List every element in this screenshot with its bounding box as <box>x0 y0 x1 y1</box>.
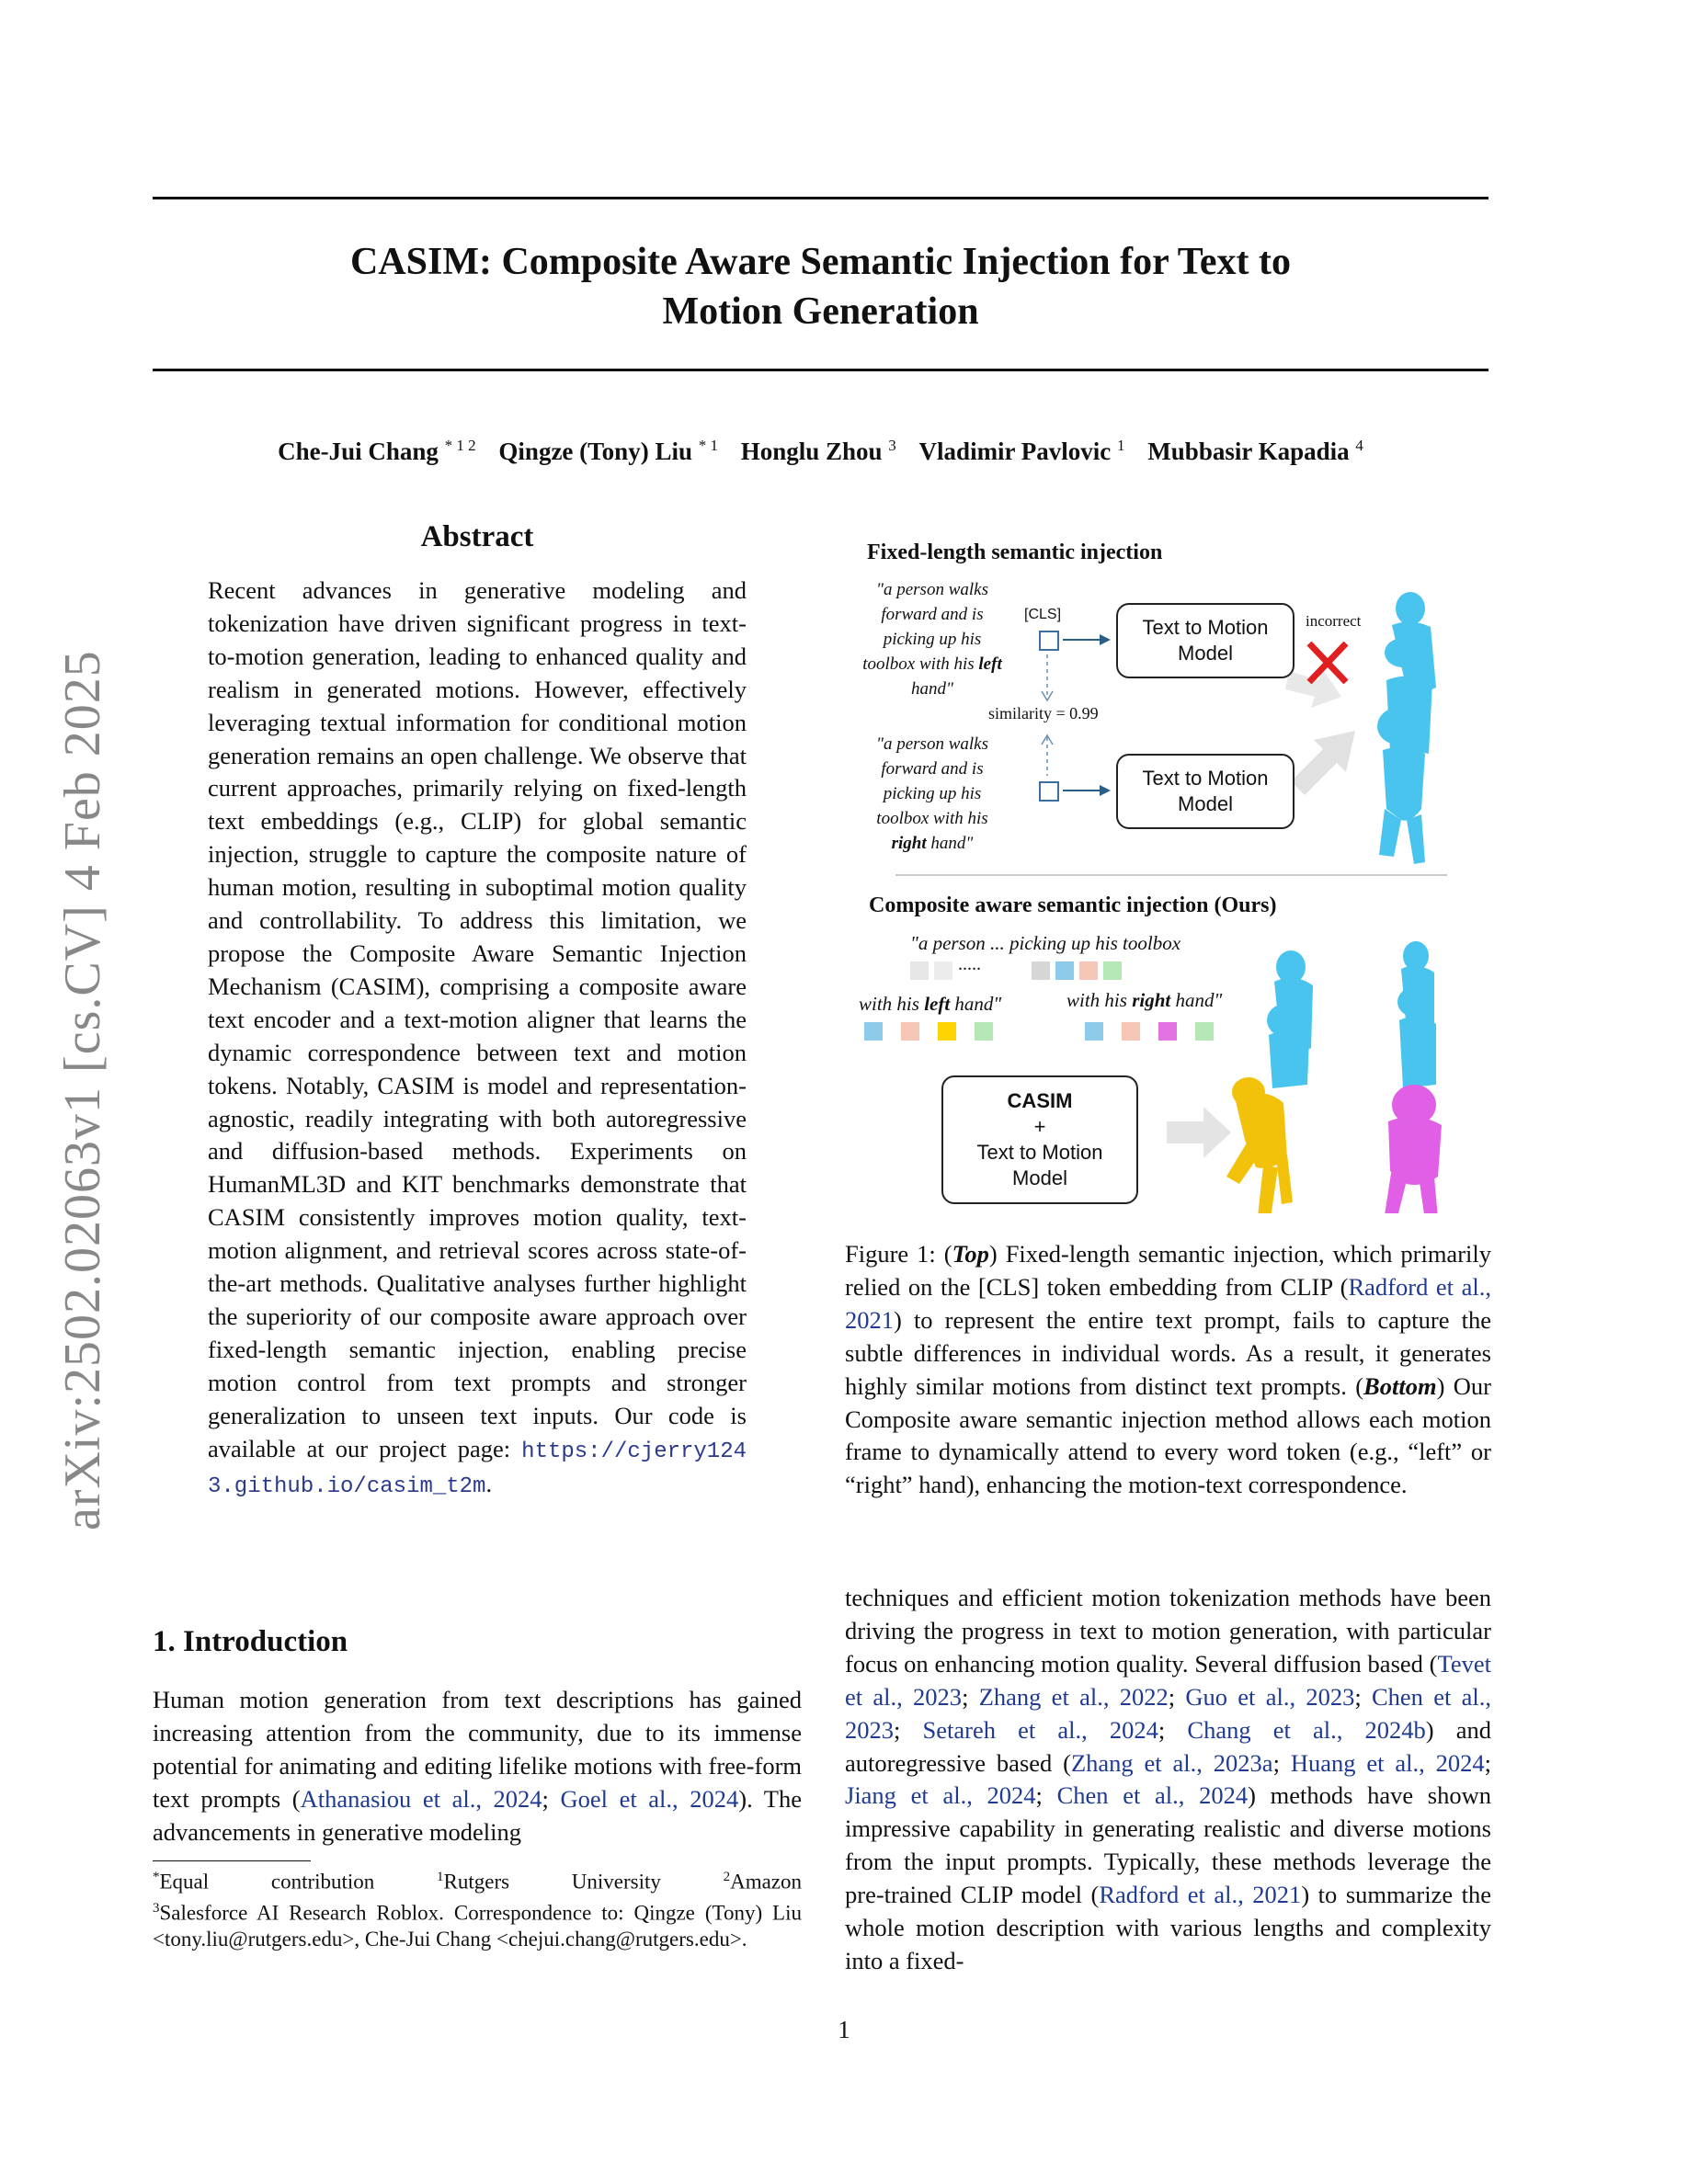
intro-heading: 1. Introduction <box>153 1625 348 1658</box>
motion-figure-magenta <box>1385 1085 1442 1213</box>
citation-link[interactable]: Chen et al., 2023 <box>845 1682 1491 1744</box>
paper-title <box>153 237 1488 336</box>
token-square <box>1195 1022 1214 1041</box>
token-ellipsis: ..... <box>958 954 981 974</box>
citation-link[interactable]: Jiang et al., 2024 <box>845 1781 1036 1810</box>
intro-body: Human motion generation from text descriptions has gained increasing attention from the community, due to its immense potential for animating and editing lifelike motions with free-form text prompts (Athanasiou et al., 2024; Goel et al., 2024). The advancements in generative modeling <box>153 1686 802 1846</box>
right-column-body: techniques and efficient motion tokenization methods have been driving the progress in text to motion generation, with particular focus on enhancing motion quality. Several diffusion based (Tevet et al., 2023; Zhang et al., 2022; Guo et al., 2023; Chen et al., 2023; Setareh et al., 2024; Chang et al., 2024b) and autoregressive based (Zhang et al., 2023a; Huang et al., 2024; Jiang et al., 2024; Chen et al., 2024) methods have shown impressive capability in generating realistic and diverse motions from the input prompts. Typically, these methods leverage the pre-trained CLIP model (Radford et al., 2021) to summarize the whole motion description with various lengths and complexity into a fixed- <box>845 1584 1492 1974</box>
author: Che-Jui Chang $^{* 1 2}$ <box>278 437 476 465</box>
token-square <box>975 1022 993 1041</box>
fig-top-heading: Fixed-length semantic injection <box>867 540 1163 564</box>
citation-link[interactable]: Goel et al., 2024 <box>560 1784 739 1813</box>
footnote-rule <box>153 1860 311 1861</box>
citation-link[interactable]: Zhang et al., 2023a <box>1070 1748 1273 1777</box>
page-number: 1 <box>838 2016 850 2043</box>
casim-model-box: CASIM + Text to Motion Model <box>941 1075 1138 1204</box>
token-square <box>901 1022 919 1041</box>
quote-left-hand: "a person walks forward and is picking up his toolbox with his left hand" <box>862 580 1002 699</box>
token-square <box>1079 961 1098 980</box>
right-hand-prompt: with his right hand" <box>1066 989 1223 1011</box>
citation-link[interactable]: Guo et al., 2023 <box>1185 1682 1355 1711</box>
prompt-prefix: "a person ... picking up his toolbox <box>910 932 1181 954</box>
similarity-label: similarity = 0.99 <box>988 704 1099 722</box>
author: Mubbasir Kapadia $^4$ <box>1147 437 1363 465</box>
citation-link[interactable]: Chang et al., 2024b <box>1187 1715 1426 1744</box>
quote-right-hand: "a person walks forward and is picking up his toolbox with his right hand" <box>876 734 988 853</box>
token-square <box>1122 1022 1140 1041</box>
left-hand-prompt: with his left hand" <box>859 993 1002 1015</box>
citation-link[interactable]: Tevet et al., 2023 <box>845 1649 1491 1711</box>
motion-figure-bottom-left <box>1267 950 1313 1088</box>
author: Qingze (Tony) Liu $^{* 1}$ <box>498 437 718 465</box>
title-line-1: CASIM: Composite Aware Semantic Injection for Text to <box>349 241 1292 283</box>
author: Honglu Zhou $^3$ <box>740 437 896 465</box>
footnote: *Equal contribution $^1$Rutgers University $^2$Amazon $^3$Salesforce AI Research Roblox. Correspondence to: Qingze (Tony) Liu <tony.liu@rutgers.edu>, Che-Jui Chang <chejui.chang@rutgers.edu>. <box>153 1870 803 1951</box>
citation-link[interactable]: Athanasiou et al., 2024 <box>300 1784 542 1813</box>
token-square <box>934 961 952 980</box>
title-bottom-rule <box>153 369 1488 371</box>
motion-figure-top <box>1377 592 1436 864</box>
author: Vladimir Pavlovic $^1$ <box>918 437 1125 465</box>
token-square <box>1085 1022 1103 1041</box>
token-square <box>864 1022 883 1041</box>
title-line-2: Motion Generation <box>662 290 979 333</box>
token-square <box>938 1022 956 1041</box>
cls-label: [CLS] <box>1024 607 1062 622</box>
title-top-rule <box>153 197 1488 199</box>
fig-bottom-heading: Composite aware semantic injection (Ours) <box>869 893 1277 917</box>
token-square <box>1103 961 1122 980</box>
arxiv-stamp: arXiv:2502.02063v1 [cs.CV] 4 Feb 2025 <box>54 650 111 1530</box>
token-square <box>1032 961 1050 980</box>
project-page-link[interactable]: https://cjerry1243.github.io/casim_t2m <box>208 1439 747 1500</box>
incorrect-label: incorrect <box>1306 612 1362 630</box>
abstract-text: Recent advances in generative modeling and tokenization have driven significant progress in text-to-motion generation, leading to enhanced quality and realism in generated motions. However, effectively leveraging textual information for conditional motion generation remains an open challenge. We observe that current approaches, primarily relying on fixed-length text embeddings (e.g., CLIP) for global semantic injection, struggle to capture the composite nature of human motion, resulting in suboptimal motion quality and controllability. To address this limitation, we propose the Composite Aware Semantic Injection Mechanism (CASIM), comprising a composite aware text encoder and a text-motion aligner that learns the dynamic correspondence between text and motion tokens. Notably, CASIM is model and representation-agnostic, readily integrating with both autoregressive and diffusion-based methods. Experiments on HumanML3D and KIT benchmarks demonstrate that CASIM consistently improves motion quality, text-motion alignment, and retrieval scores across state-of-the-art methods. Qualitative analyses further highlight the superiority of our composite aware approach over fixed-length semantic injection, enabling precise motion control from text prompts and stronger generalization to unseen text inputs. Our code is available at our project page: <box>208 576 747 1462</box>
citation-link[interactable]: Chen et al., 2024 <box>1056 1781 1249 1810</box>
token-square <box>910 961 929 980</box>
motion-figure-yellow <box>1226 1077 1293 1213</box>
citation-link[interactable]: Setareh et al., 2024 <box>922 1715 1158 1744</box>
abstract-body: Recent advances in generative modeling and tokenization have driven significant progress in text-to-motion generation, leading to enhanced quality and realism in generated motions. However, effectively leveraging textual information for conditional motion generation remains an open challenge. We observe that current approaches, primarily relying on fixed-length text embeddings (e.g., CLIP) for global semantic injection, struggle to capture the composite nature of human motion, resulting in suboptimal motion quality and controllability. To address this limitation, we propose the Composite Aware Semantic Injection Mechanism (CASIM), comprising a composite aware text encoder and a text-motion aligner that learns the dynamic correspondence between text and motion tokens. Notably, CASIM is model and representation-agnostic, readily integrating with both autoregressive and diffusion-based methods. Experiments on HumanML3D and KIT benchmarks demonstrate that CASIM consistently improves motion quality, text-motion alignment, and retrieval scores across state-of-the-art methods. Qualitative analyses further highlight the superiority of our composite aware approach over fixed-length semantic injection, enabling precise motion control from text prompts and stronger generalization to unseen text inputs. Our code is available at our project page: https://cjerry1243.github.io/casim_t2m. <box>208 576 747 1500</box>
footnote-text: Salesforce AI Research Roblox. Correspondence to: Qingze (Tony) Liu <tony.liu@rutgers.edu>, Che-Jui Chang <chejui.chang@rutgers.edu>. <box>153 1901 802 1951</box>
figure-1 <box>859 533 1466 1213</box>
citation-link[interactable]: Radford et al., 2021 <box>1099 1881 1302 1909</box>
author-list <box>153 429 1488 468</box>
motion-figure-bottom-right-cyan <box>1397 941 1436 1088</box>
citation-link[interactable]: Zhang et al., 2022 <box>978 1682 1169 1711</box>
token-square <box>1055 961 1074 980</box>
token-square <box>1158 1022 1177 1041</box>
text-to-motion-model-top: Text to Motion Model <box>1116 603 1295 678</box>
figure-caption: Figure 1: (Top) Fixed-length semantic injection, which primarily relied on the [CLS] token embedding from CLIP (Radford et al., 2021) to represent the entire text prompt, fails to capture the subtle differences in individual words. As a result, it generates highly similar motions from distinct text prompts. (Bottom) Our Composite aware semantic injection method allows each motion frame to dynamically attend to every word token (e.g., “left” or “right” hand), enhancing the motion-text correspondence. <box>845 1240 1491 1499</box>
citation-link[interactable]: Radford et al., 2021 <box>845 1272 1491 1334</box>
abstract-heading: Abstract <box>420 520 534 553</box>
text-to-motion-model-bottom: Text to Motion Model <box>1116 754 1295 829</box>
citation-link[interactable]: Huang et al., 2024 <box>1290 1748 1485 1777</box>
